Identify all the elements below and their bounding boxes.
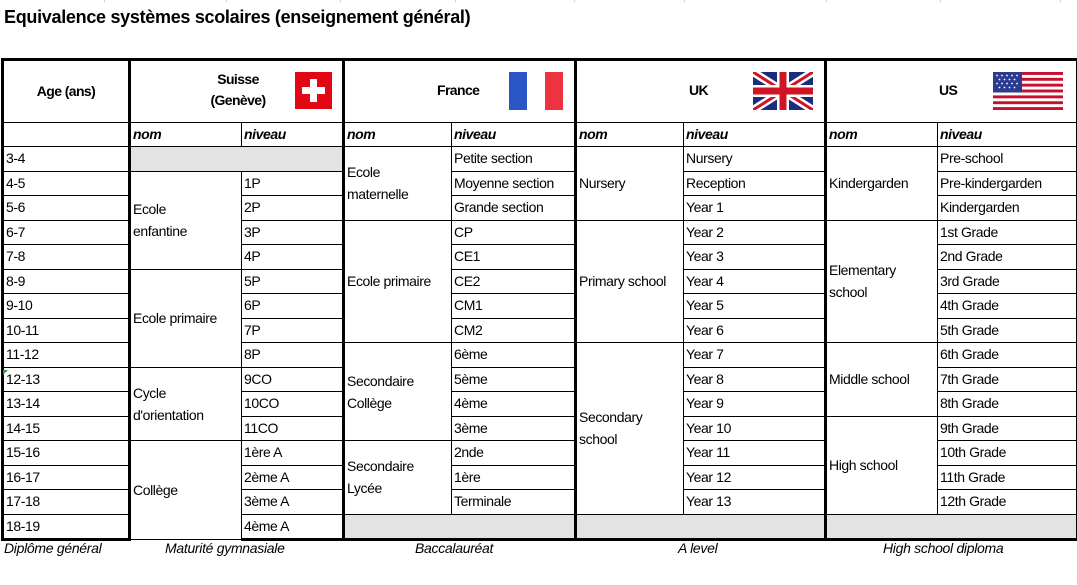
suisse-niveau-cell: 1P (242, 171, 344, 196)
age-cell: 7-8 (3, 245, 130, 270)
uk-niveau-cell: Year 12 (684, 465, 826, 490)
france-niveau-cell: 3ème (452, 416, 576, 441)
uk-niveau-cell: Reception (684, 171, 826, 196)
us-niveau-cell: 7th Grade (938, 367, 1077, 392)
age-cell: 8-9 (3, 269, 130, 294)
uk-niveau-cell: Year 5 (684, 294, 826, 319)
age-cell: 10-11 (3, 318, 130, 343)
suisse-niveau-cell: 3ème A (242, 490, 344, 515)
us-nom-middle: Middle school (826, 343, 938, 417)
uk-niveau-cell: Year 1 (684, 196, 826, 221)
suisse-niveau-cell: 2P (242, 196, 344, 221)
us-niveau-cell: 3rd Grade (938, 269, 1077, 294)
suisse-niveau-cell: 2ème A (242, 465, 344, 490)
header-france (344, 60, 576, 123)
subheader-row (3, 123, 1077, 147)
swiss-flag-icon (295, 72, 332, 109)
suisse-nom-college: Collège (130, 441, 242, 540)
suisse-nom-header: nom (130, 123, 242, 147)
cell-comment-marker (3, 370, 8, 375)
age-cell: 6-7 (3, 220, 130, 245)
uk-empty-cell (576, 514, 826, 540)
table-row (3, 147, 1077, 172)
suisse-niveau-cell: 11CO (242, 416, 344, 441)
us-niveau-cell: 6th Grade (938, 343, 1077, 368)
france-niveau-cell: 5ème (452, 367, 576, 392)
diploma-france: Baccalauréat (415, 540, 494, 556)
suisse-niveau-cell: 3P (242, 220, 344, 245)
header-row (3, 60, 1077, 123)
suisse-name-line2: (Genève) (210, 92, 266, 108)
us-nom-header: nom (826, 123, 938, 147)
uk-niveau-cell: Year 8 (684, 367, 826, 392)
us-niveau-cell: 4th Grade (938, 294, 1077, 319)
age-cell: 14-15 (3, 416, 130, 441)
uk-niveau-cell: Year 6 (684, 318, 826, 343)
uk-nom-header: nom (576, 123, 684, 147)
age-header: Age (ans) (3, 60, 130, 123)
age-cell: 17-18 (3, 490, 130, 515)
france-nom-primaire: Ecole primaire (344, 220, 452, 343)
uk-niveau-cell: Year 2 (684, 220, 826, 245)
diploma-us: High school diploma (883, 540, 1004, 556)
suisse-nom-orientation: Cycle d'orientation (130, 367, 242, 441)
us-flag-icon (993, 72, 1063, 110)
france-nom-college: Secondaire Collège (344, 343, 452, 441)
us-name: US (939, 82, 958, 98)
france-niveau-cell: Grande section (452, 196, 576, 221)
uk-niveau-header: niveau (684, 123, 826, 147)
uk-niveau-cell: Year 10 (684, 416, 826, 441)
us-niveau-cell: 11th Grade (938, 465, 1077, 490)
france-niveau-cell: CE1 (452, 245, 576, 270)
union-jack-icon (753, 72, 813, 110)
france-niveau-cell: 6ème (452, 343, 576, 368)
suisse-niveau-cell: 5P (242, 269, 344, 294)
age-cell: 15-16 (3, 441, 130, 466)
age-cell: 16-17 (3, 465, 130, 490)
us-niveau-cell: 8th Grade (938, 392, 1077, 417)
suisse-niveau-cell: 7P (242, 318, 344, 343)
subheader-age-empty (3, 123, 130, 147)
france-niveau-cell: Petite section (452, 147, 576, 172)
france-niveau-cell: Terminale (452, 490, 576, 515)
france-niveau-cell: 1ère (452, 465, 576, 490)
suisse-niveau-header: niveau (242, 123, 344, 147)
france-niveau-cell: CE2 (452, 269, 576, 294)
age-cell: 12-13 (3, 367, 130, 392)
uk-niveau-cell: Year 4 (684, 269, 826, 294)
header-uk (576, 60, 826, 123)
uk-niveau-cell: Nursery (684, 147, 826, 172)
uk-nom-secondary: Secondary school (576, 343, 684, 515)
diploma-suisse: Maturité gymnasiale (165, 540, 285, 556)
age-cell: 9-10 (3, 294, 130, 319)
us-nom-high: High school (826, 416, 938, 514)
france-niveau-cell: Moyenne section (452, 171, 576, 196)
france-niveau-cell: CM1 (452, 294, 576, 319)
france-nom-header: nom (344, 123, 452, 147)
suisse-empty-cell (130, 147, 344, 172)
us-nom-elementary: Elementary school (826, 220, 938, 343)
uk-nom-primary: Primary school (576, 220, 684, 343)
uk-niveau-cell: Year 7 (684, 343, 826, 368)
suisse-niveau-cell: 4ème A (242, 514, 344, 540)
france-niveau-header: niveau (452, 123, 576, 147)
us-niveau-header: niveau (938, 123, 1077, 147)
us-niveau-cell: 10th Grade (938, 441, 1077, 466)
suisse-niveau-cell: 9CO (242, 367, 344, 392)
us-niveau-cell: 2nd Grade (938, 245, 1077, 270)
suisse-name-line1: Suisse (217, 71, 259, 87)
age-cell: 18-19 (3, 514, 130, 540)
suisse-name (203, 69, 273, 111)
uk-niveau-cell: Year 9 (684, 392, 826, 417)
age-cell: 4-5 (3, 171, 130, 196)
us-niveau-cell: 1st Grade (938, 220, 1077, 245)
us-niveau-cell: Kindergarden (938, 196, 1077, 221)
diploma-row (0, 538, 1077, 560)
france-empty-cell (344, 514, 576, 540)
france-name: France (437, 82, 480, 98)
france-niveau-cell: CM2 (452, 318, 576, 343)
header-us (826, 60, 1077, 123)
uk-niveau-cell: Year 11 (684, 441, 826, 466)
us-niveau-cell: Pre-kindergarden (938, 171, 1077, 196)
top-guide-ticks (0, 0, 1077, 1)
france-nom-maternelle: Ecole maternelle (344, 147, 452, 221)
age-cell: 11-12 (3, 343, 130, 368)
us-niveau-cell: 5th Grade (938, 318, 1077, 343)
page-title: Equivalence systèmes scolaires (enseignement général) (4, 7, 471, 27)
suisse-niveau-cell: 8P (242, 343, 344, 368)
us-niveau-cell: 9th Grade (938, 416, 1077, 441)
us-niveau-cell: 12th Grade (938, 490, 1077, 515)
age-cell: 5-6 (3, 196, 130, 221)
age-cell: 3-4 (3, 147, 130, 172)
uk-niveau-cell: Year 3 (684, 245, 826, 270)
uk-name: UK (689, 82, 709, 98)
suisse-niveau-cell: 4P (242, 245, 344, 270)
france-nom-lycee: Secondaire Lycée (344, 441, 452, 515)
suisse-niveau-cell: 10CO (242, 392, 344, 417)
france-niveau-cell: 2nde (452, 441, 576, 466)
us-empty-cell (826, 514, 1077, 540)
us-niveau-cell: Pre-school (938, 147, 1077, 172)
suisse-nom-primaire: Ecole primaire (130, 269, 242, 367)
french-flag-icon (509, 72, 563, 110)
us-nom-kindergarden: Kindergarden (826, 147, 938, 221)
diploma-label: Diplôme général (4, 540, 102, 556)
uk-niveau-cell: Year 13 (684, 490, 826, 515)
france-niveau-cell: 4ème (452, 392, 576, 417)
uk-nom-nursery: Nursery (576, 147, 684, 221)
diploma-uk: A level (678, 540, 718, 556)
suisse-niveau-cell: 6P (242, 294, 344, 319)
france-niveau-cell: CP (452, 220, 576, 245)
suisse-nom-enfantine: Ecole enfantine (130, 171, 242, 269)
header-suisse (130, 60, 344, 123)
equivalence-table (1, 58, 1077, 541)
suisse-niveau-cell: 1ère A (242, 441, 344, 466)
age-cell: 13-14 (3, 392, 130, 417)
